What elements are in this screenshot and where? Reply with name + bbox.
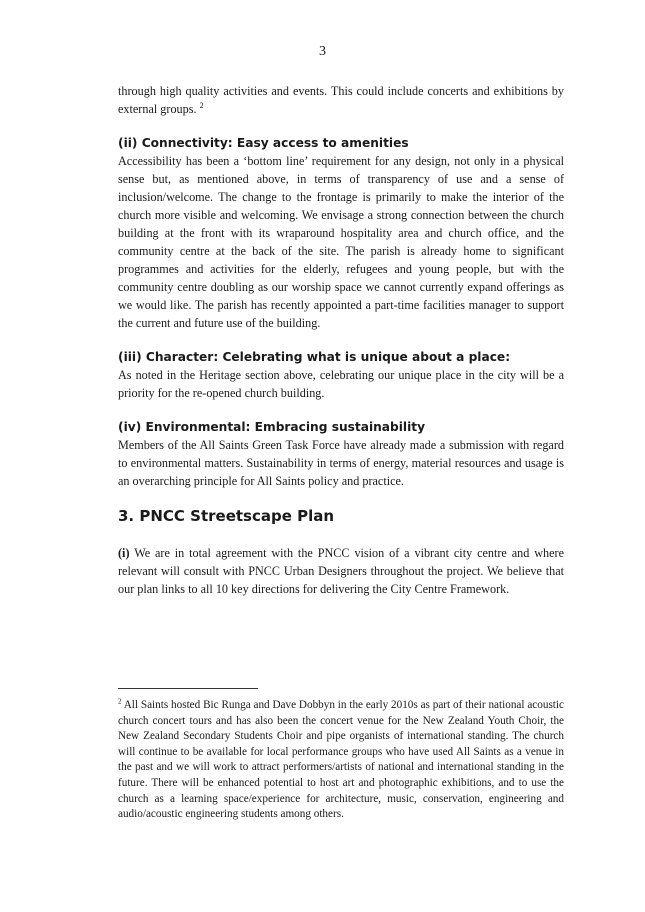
footnote-divider: [118, 688, 258, 689]
section-body-character: As noted in the Heritage section above, celebrating our unique place in the city will be a priority for the re-opened church building.: [118, 368, 564, 400]
footnote-reference: 2: [199, 100, 204, 110]
section-body-connectivity: Accessibility has been a ‘bottom line’ requirement for any design, not only in a physical sense but, as mentioned above, in terms of transparency of use and a sense of inclusion/welcome. The change to the frontage is primarily to make the interior of the church more visible and welcoming. We envisage a strong connection between the church building at the front with its wraparound hospitality area and church office, and the community centre at the back of the site. The parish is already home to significant programmes and activities for the elderly, refugees and young people, but with the community centre doubling as our worship space we cannot currently expand offerings as we would like. The parish has recently appointed a part-time facilities manager to support the current and future use of the building.: [118, 154, 564, 330]
page-content: [118, 82, 564, 598]
intro-text: through high quality activities and events. This could include concerts and exhibitions by external groups.: [118, 84, 564, 116]
section-body-environmental: Members of the All Saints Green Task Force have already made a submission with regard to environmental matters. Sustainability in terms of energy, material resources and usage is an overarching principle for All Saints policy and practice.: [118, 438, 564, 488]
page-number: 3: [319, 44, 326, 59]
streetscape-item-label: (i): [118, 546, 130, 560]
section-body-streetscape: [118, 544, 564, 598]
section-heading-streetscape: 3. PNCC Streetscape Plan: [118, 507, 335, 525]
section-heading-environmental: (iv) Environmental: Embracing sustainability: [118, 420, 426, 434]
footnote-marker: 2: [118, 697, 122, 706]
section-heading-connectivity: (ii) Connectivity: Easy access to amenities: [118, 136, 409, 150]
footnote: [118, 698, 564, 823]
footnote-text: All Saints hosted Bic Runga and Dave Dobbyn in the early 2010s as part of their national acoustic church concert tours and has also been the concert venue for the New Zealand Youth Choir, the New Zealand Secondary Students Choir and pipe organists of international standing. The church will continue to be available for local performance groups who have used All Saints as a venue in the past and we will work to attract performers/artists of national and international standing in the future. There will be enhanced potential to host art and photographic exhibitions, and to use the church as a learning space/experience for architecture, music, conservation, engineering and audio/acoustic engineering students among others.: [118, 699, 564, 821]
streetscape-item-text: We are in total agreement with the PNCC vision of a vibrant city centre and where relevant will consult with PNCC Urban Designers throughout the project. We believe that our plan links to all 10 key directions for delivering the City Centre Framework.: [118, 546, 564, 596]
intro-paragraph: [118, 82, 564, 118]
section-heading-character: (iii) Character: Celebrating what is unique about a place:: [118, 350, 511, 364]
